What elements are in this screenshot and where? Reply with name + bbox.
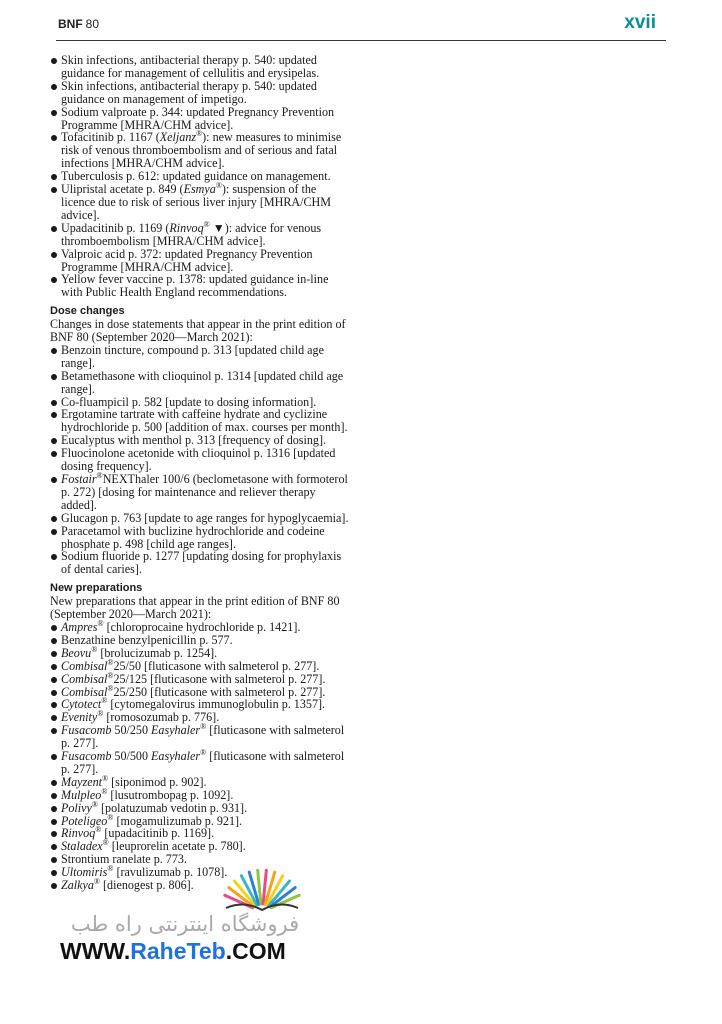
list-item	[50, 219, 350, 248]
brand-name: Rinvoq	[169, 220, 204, 235]
registered-mark: ®	[91, 644, 98, 654]
url-suffix: .COM	[225, 938, 286, 964]
item-text: 50/250	[111, 723, 152, 738]
brand-name: Evenity	[61, 710, 98, 725]
item-text: [dienogest p. 806].	[100, 878, 194, 893]
item-text: Eucalyptus with menthol p. 313 [frequency of dosing].	[61, 433, 326, 448]
list-item	[50, 408, 350, 434]
item-text: Ergotamine tartrate with caffeine hydrate and cyclizine hydrochloride p. 500 [addition of max. courses per month].	[61, 407, 348, 435]
registered-mark: ®	[97, 709, 104, 719]
registered-mark: ®	[95, 825, 102, 835]
registered-mark: ®	[107, 812, 114, 822]
item-text: Co-fluampicil p. 582 [update to dosing information].	[61, 394, 317, 409]
list-item	[50, 248, 350, 274]
item-text: Strontium ranelate p. 773.	[61, 852, 187, 867]
item-text: Benzoin tincture, compound p. 313 [updated child age range].	[61, 342, 324, 370]
registered-mark: ®	[107, 864, 114, 874]
registered-mark: ®	[107, 683, 114, 693]
item-text: Paracetamol with buclizine hydrochloride and codeine phosphate p. 498 [child age ranges].	[61, 523, 325, 551]
item-text: Betamethasone with clioquinol p. 1314 [updated child age range].	[61, 368, 344, 396]
brand-name: Fusacomb	[61, 723, 112, 738]
item-text: Ulipristal acetate p. 849 (	[61, 182, 184, 197]
item-text: Benzathine benzylpenicillin p. 577.	[61, 632, 233, 647]
brand-name: Mulpleo	[61, 787, 102, 802]
item-text: Fluocinolone acetonide with clioquinol p. 1316 [updated dosing frequency].	[61, 446, 336, 474]
item-text: [brolucizumab p. 1254].	[97, 645, 218, 660]
item-text: [cytomegalovirus immunoglobulin p. 1357].	[107, 697, 326, 712]
new-preparations-heading: New preparations	[50, 582, 143, 595]
registered-mark: ®	[101, 773, 109, 783]
list-item	[50, 550, 350, 576]
list-item	[50, 370, 350, 396]
brand-name: Rinvoq	[61, 826, 96, 841]
running-head	[58, 17, 99, 31]
list-item	[50, 344, 350, 370]
item-text: Skin infections, antibacterial therapy p. 540: updated guidance for management of cellulitis and erysipelas.	[61, 53, 320, 80]
item-text: 25/250 [fluticasone with salmeterol p. 277].	[113, 684, 326, 699]
registered-mark: ®	[196, 129, 203, 139]
item-text: Sodium valproate p. 344: updated Pregnancy Prevention Programme [MHRA/CHM advice].	[61, 104, 335, 132]
registered-mark: ®	[101, 786, 108, 796]
item-text: Upadacitinib p. 1169 (	[61, 220, 170, 235]
brand-name: Combisal	[61, 684, 108, 699]
item-text: [siponimod p. 902].	[108, 774, 207, 789]
item-text: [chloroprocaine hydrochloride p. 1421].	[103, 619, 301, 634]
list-item	[50, 724, 350, 750]
item-text: Tuberculosis p. 612: updated guidance on management.	[61, 169, 331, 184]
item-text: Sodium fluoride p. 1277 [updating dosing for prophylaxis of dental caries].	[61, 549, 342, 577]
item-text: [polatuzumab vedotin p. 931].	[97, 800, 248, 815]
safety-updates-list	[50, 54, 350, 299]
registered-mark: ®	[107, 657, 114, 667]
item-text: [romosozumab p. 776].	[103, 710, 220, 725]
watermark-url	[60, 938, 310, 965]
item-text: [fluticasone with salmeterol p. 277].	[61, 723, 345, 751]
item-text: ▼): advice for venous thromboembolism [MHRA/CHM advice].	[61, 220, 322, 248]
list-item	[50, 131, 350, 170]
item-text: [upadacitinib p. 1169].	[101, 826, 215, 841]
item-text: NEXThaler 100/6 (beclometasone with formoterol p. 272) [dosing for maintenance and reliever therapy added].	[61, 472, 348, 512]
registered-mark: ®	[91, 799, 98, 809]
list-item	[50, 106, 350, 132]
item-text: [ravulizumab p. 1078].	[113, 865, 228, 880]
running-head-brand: BNF	[58, 17, 83, 31]
item-text: 25/50 [fluticasone with salmeterol p. 277].	[113, 658, 320, 673]
registered-mark: ®	[200, 748, 207, 757]
registered-mark: ®	[93, 877, 100, 887]
page-number: xvii	[624, 12, 656, 33]
dose-changes-list	[50, 344, 350, 576]
brand-name: Polivy	[61, 800, 92, 815]
running-head-edition: 80	[85, 17, 100, 31]
new-preparations-intro: New preparations that appear in the print edition of BNF 80 (September 2020—March 2021):	[50, 594, 340, 622]
item-text: [fluticasone with salmeterol p. 277].	[61, 749, 345, 776]
brand-name: Zalkya	[61, 878, 94, 893]
dose-changes-heading: Dose changes	[50, 305, 125, 318]
item-text: 50/500	[111, 749, 152, 764]
item-text: [mogamulizumab p. 921].	[113, 813, 243, 828]
brand-name: Esmya	[183, 182, 216, 197]
list-item	[50, 447, 350, 473]
brand-name: Poteligeo	[61, 813, 108, 828]
list-item	[50, 470, 350, 512]
page-header	[56, 10, 666, 41]
registered-mark: ®	[101, 696, 108, 706]
url-prefix: WWW.	[60, 938, 131, 964]
registered-mark: ®	[215, 181, 222, 191]
registered-mark: ®	[96, 470, 103, 480]
item-text: Tofacitinib p. 1167 (	[61, 130, 160, 145]
brand-name: Xeljanz	[159, 130, 197, 145]
registered-mark: ®	[102, 838, 109, 848]
item-text: [leuprorelin acetate p. 780].	[108, 839, 246, 854]
item-text: Yellow fever vaccine p. 1378: updated guidance in-line with Public Health England recommendations.	[61, 272, 329, 300]
brand-name: Easyhaler	[151, 749, 201, 764]
registered-mark: ®	[203, 219, 210, 229]
dose-changes-intro: Changes in dose statements that appear in the print edition of BNF 80 (September 2020—March 2021):	[50, 317, 346, 345]
brand-name: Fostair	[61, 472, 97, 486]
registered-mark: ®	[107, 670, 114, 680]
brand-name: Beovu	[61, 645, 92, 660]
registered-mark: ®	[97, 618, 104, 628]
brand-name: Cytotect	[61, 697, 102, 712]
item-text: Skin infections, antibacterial therapy p. 540: updated guidance on management of impetigo.	[61, 78, 317, 106]
item-text: [lusutrombopag p. 1092].	[107, 787, 234, 802]
item-text: ): suspension of the licence due to risk of serious liver injury [MHRA/CHM advice].	[61, 182, 332, 222]
brand-name: Ampres	[61, 619, 98, 634]
registered-mark: ®	[200, 722, 207, 732]
new-preparations-list	[50, 618, 350, 893]
brand-name: Mayzent	[61, 774, 102, 789]
open-book-logo-icon	[220, 866, 304, 916]
brand-name: Combisal	[61, 658, 108, 673]
brand-name: Easyhaler	[151, 723, 201, 738]
watermark	[60, 866, 310, 971]
list-item	[50, 80, 350, 106]
list-item	[50, 525, 350, 551]
brand-name: Ultomiris	[61, 865, 108, 880]
list-item	[50, 183, 350, 222]
item-text: Glucagon p. 763 [update to age ranges for hypoglycaemia].	[61, 510, 349, 525]
item-text: Valproic acid p. 372: updated Pregnancy Prevention Programme [MHRA/CHM advice].	[61, 246, 313, 274]
list-item	[50, 750, 350, 776]
list-item	[50, 54, 350, 80]
content-column	[50, 54, 350, 892]
url-name: RaheTeb	[130, 938, 226, 964]
brand-name: Staladex	[61, 839, 103, 854]
brand-name: Combisal	[61, 671, 108, 686]
brand-name: Fusacomb	[61, 749, 112, 764]
item-text: ): new measures to minimise risk of venous thromboembolism and of serious and fatal infections [MHRA/CHM advice].	[61, 130, 342, 171]
list-item	[50, 273, 350, 299]
watermark-persian-text: فروشگاه اینترنتی راه طب	[70, 912, 300, 936]
item-text: 25/125 [fluticasone with salmeterol p. 277].	[113, 671, 326, 686]
